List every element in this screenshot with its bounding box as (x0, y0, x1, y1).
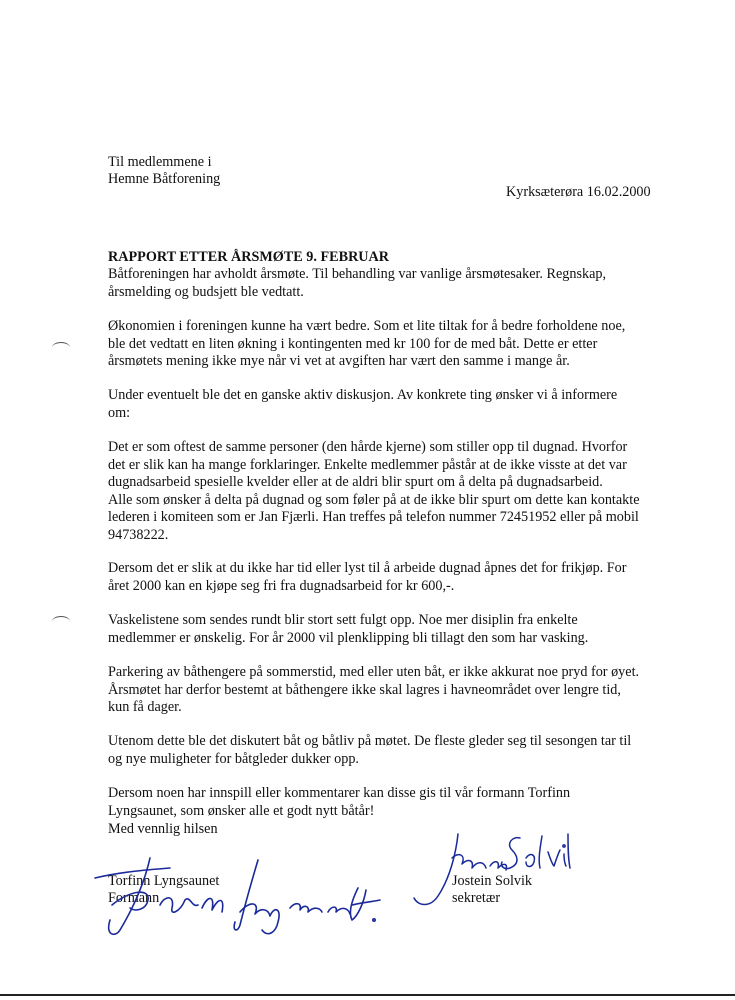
text-line: Det er som oftest de samme personer (den hårde kjerne) som stiller opp til dugnad. Hvorfor (108, 439, 628, 455)
text-line: dugnadsarbeid spesielle kvelder eller at de aldri blir spurt om å delta på dugnadsarbeid. (108, 474, 603, 490)
text-line: året 2000 kan en kjøpe seg fri fra dugnadsarbeid for kr 600,-. (108, 577, 455, 594)
signatory-name-1: Torfinn Lyngsaunet (108, 873, 220, 889)
text-line: 94738222. (108, 526, 169, 543)
text-line: Under eventuelt ble det en ganske aktiv diskusjon. Av konkrete ting ønsker vi å informere (108, 387, 618, 403)
text-line: årsmelding og budsjett ble vedtatt. (108, 283, 304, 300)
text-line: Økonomien i foreningen kunne ha vært bedre. Som et lite tiltak for å bedre forholdene noe, (108, 318, 626, 334)
place-date: Kyrksæterøra 16.02.2000 (506, 184, 651, 200)
text-line: Dersom det er slik at du ikke har tid eller lyst til å arbeide dugnad åpnes det for frikjøp. For (108, 560, 627, 576)
signature-jostein-solvik (408, 828, 578, 913)
text-line: Årsmøtet har derfor bestemt at båthengere ikke skal lagres i havneområdet over lengre tid, (108, 681, 621, 698)
recipient-line-1: Til medlemmene i (108, 154, 212, 170)
text-line: det er slik kan ha mange forklaringer. Enkelte medlemmer påstår at de ikke visste at det var (108, 456, 627, 473)
punch-hole-mark (52, 616, 70, 627)
signatory-role-1: Formann (108, 890, 160, 906)
signature-torfinn-lyngsaunet (90, 850, 390, 945)
text-line: Utenom dette ble det diskutert båt og båtliv på møtet. De fleste gleder seg til sesongen tar til (108, 733, 632, 749)
text-line: Lyngsaunet, som ønsker alle et godt nytt båtår! (108, 802, 375, 819)
paragraph-5 (108, 560, 668, 595)
paragraph-4 (108, 439, 668, 544)
text-line: medlemmer er ønskelig. For år 2000 vil plenklipping bli tillagt den som har vasking. (108, 629, 589, 646)
letter-title: RAPPORT ETTER ÅRSMØTE 9. FEBRUAR (108, 249, 390, 265)
paragraph-9 (108, 785, 668, 820)
text-line: Parkering av båthengere på sommerstid, med eller uten båt, er ikke akkurat noe pryd for øyet. (108, 664, 640, 680)
punch-hole-mark (52, 342, 70, 353)
signatory-role-2: sekretær (452, 890, 501, 906)
paragraph-7 (108, 664, 668, 717)
paragraph-8 (108, 733, 668, 768)
text-line: Vaskelistene som sendes rundt blir stort sett fulgt opp. Noe mer disiplin fra enkelte (108, 612, 578, 628)
scan-edge-line (0, 994, 735, 996)
paragraph-2 (108, 318, 668, 371)
text-line: Alle som ønsker å delta på dugnad og som føler på at de ikke blir spurt om dette kan kontakte (108, 491, 640, 508)
text-line: kun få dager. (108, 699, 182, 715)
paragraph-1 (108, 266, 668, 301)
text-line: Dersom noen har innspill eller kommentarer kan disse gis til vår formann Torfinn (108, 785, 571, 801)
recipient-line-2: Hemne Båtforening (108, 171, 221, 187)
text-line: årsmøtets mening ikke mye når vi vet at avgiften har vært den samme i mange år. (108, 353, 570, 369)
text-line: og nye muligheter for båtgleder dukker opp. (108, 750, 359, 767)
text-line: Båtforeningen har avholdt årsmøte. Til behandling var vanlige årsmøtesaker. Regnskap, (108, 266, 607, 282)
text-line: om: (108, 404, 131, 421)
text-line: ble det vedtatt en liten økning i kontingenten med kr 100 for de med båt. Dette er etter (108, 335, 598, 352)
text-line: lederen i komiteen som er Jan Fjærli. Han treffes på telefon nummer 72451952 eller på mobil (108, 509, 639, 525)
paragraph-6 (108, 612, 668, 647)
paragraph-3 (108, 387, 668, 422)
signatory-name-2: Jostein Solvik (452, 873, 533, 889)
closing: Med vennlig hilsen (108, 821, 218, 837)
